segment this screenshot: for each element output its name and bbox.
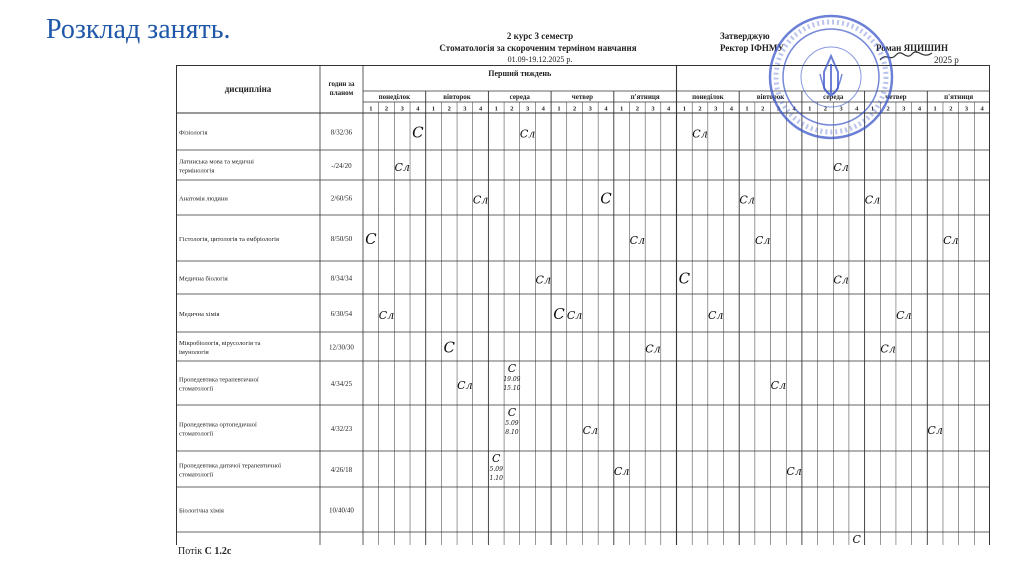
period-label: 3: [651, 105, 655, 113]
period-label: 2: [447, 105, 451, 113]
period-label: 4: [604, 105, 608, 113]
period-label: 4: [792, 105, 796, 113]
period-label: 3: [525, 105, 530, 113]
lesson-mark: 5.09: [505, 420, 519, 427]
course-title: 2 курс 3 семестр: [506, 31, 574, 41]
stream-code: С 1.2с: [204, 546, 232, 557]
hours-value: 8/32/36: [330, 128, 353, 137]
period-label: 2: [510, 105, 514, 113]
period-label: 2: [886, 105, 890, 113]
lesson-mark: Cл: [927, 424, 943, 437]
discipline-name: стоматології: [179, 471, 214, 479]
period-label: 2: [635, 105, 639, 113]
lesson-mark: Cл: [707, 309, 724, 322]
period-label: 1: [431, 105, 436, 113]
lesson-mark: C: [443, 338, 455, 357]
lesson-mark: Cл: [943, 234, 959, 247]
lesson-mark: Cл: [613, 465, 630, 478]
day-label: вівторок: [756, 93, 785, 101]
lesson-mark: Cл: [692, 127, 708, 141]
discipline-name: стоматології: [179, 385, 214, 393]
period-label: 3: [776, 105, 781, 113]
lesson-mark: 19.09: [503, 376, 521, 383]
period-label: 3: [902, 105, 906, 113]
rector-name: Роман ЯЦИШИН: [876, 43, 948, 53]
hours-value: 4/26/18: [330, 466, 353, 474]
discipline-name: термінологія: [179, 167, 215, 175]
lesson-mark: Cл: [770, 379, 787, 392]
week-label: Перший тиждень: [488, 69, 552, 78]
discipline-name: Фізіологія: [179, 129, 208, 137]
lesson-mark: C: [365, 230, 377, 248]
lesson-mark: C: [553, 305, 565, 323]
approve-label: Затверджую: [720, 31, 770, 41]
period-label: 4: [667, 105, 671, 113]
lesson-mark: C: [492, 452, 501, 465]
period-label: 1: [557, 105, 561, 113]
period-label: 4: [478, 105, 483, 113]
day-label: середа: [823, 93, 844, 101]
period-label: 1: [808, 105, 812, 113]
lesson-mark: Cл: [394, 161, 410, 174]
lesson-mark: C: [412, 123, 424, 142]
day-label: п'ятниця: [944, 93, 974, 101]
discipline-name: стоматології: [179, 430, 214, 438]
period-label: 4: [416, 105, 420, 113]
period-label: 3: [964, 105, 969, 113]
hours-value: 6/30/54: [330, 310, 353, 318]
program-title: Стоматологія за скороченим терміном навчання: [439, 43, 637, 53]
semester-dates: 01.09-19.12.2025 р.: [507, 55, 573, 64]
hours-value: -/24/20: [331, 162, 352, 170]
lesson-mark: Cл: [864, 193, 881, 207]
lesson-mark: 5.09: [489, 466, 503, 473]
lesson-mark: Cл: [833, 161, 849, 174]
lesson-mark: Cл: [457, 379, 473, 392]
period-label: 1: [870, 105, 875, 113]
discipline-name: Латинська мова та медичні: [179, 158, 254, 166]
rector-label: Ректор ІФНМУ: [720, 43, 784, 53]
lesson-mark: C: [507, 362, 517, 375]
discipline-name: Пропедевтика дитячої терапевтичної: [179, 462, 282, 470]
day-label: четвер: [885, 93, 907, 101]
hours-value: 10/40/40: [329, 506, 354, 515]
period-label: 2: [698, 105, 702, 113]
slide-title: Розклад занять.: [46, 14, 231, 45]
period-label: 4: [855, 105, 859, 113]
day-label: понеділок: [692, 93, 724, 101]
lesson-mark: Cл: [519, 127, 536, 141]
lesson-mark: Cл: [378, 309, 395, 322]
period-label: 4: [729, 105, 733, 113]
period-label: 2: [761, 105, 765, 113]
hours-header: годин за: [328, 80, 355, 88]
hours-value: 8/34/34: [330, 274, 353, 283]
period-label: 3: [400, 105, 404, 113]
approval-year: 2025 р: [934, 55, 959, 65]
lesson-mark: Cл: [739, 193, 755, 207]
hours-header: планом: [329, 89, 354, 97]
lesson-mark: C: [852, 533, 861, 545]
period-label: 1: [933, 105, 937, 113]
lesson-mark: Cл: [755, 234, 771, 247]
period-label: 2: [823, 105, 828, 113]
period-label: 1: [620, 105, 624, 113]
period-label: 2: [572, 105, 577, 113]
discipline-name: Пропедевтика ортопедичної: [179, 421, 257, 429]
hours-value: 8/50/50: [330, 235, 353, 243]
period-label: 2: [949, 105, 953, 113]
lesson-mark: Cл: [833, 273, 849, 287]
hours-value: 2/60/56: [330, 194, 353, 203]
lesson-mark: 8.10: [505, 429, 519, 436]
stream-label: Потік С 1.2с: [178, 546, 232, 557]
discipline-name: Гістологія, цитологія та ембріологія: [179, 236, 279, 243]
period-label: 1: [682, 105, 686, 113]
period-label: 1: [369, 105, 373, 113]
hours-value: 12/30/30: [329, 343, 354, 352]
discipline-name: Медична хімія: [179, 311, 220, 318]
period-label: 3: [588, 105, 592, 113]
period-label: 4: [980, 105, 984, 113]
discipline-name: Медична біологія: [179, 275, 228, 283]
hours-value: 4/34/25: [330, 380, 353, 388]
day-label: понеділок: [378, 93, 411, 101]
lesson-mark: C: [600, 189, 612, 208]
lesson-mark: 15.10: [503, 385, 521, 392]
day-label: вівторок: [443, 93, 471, 101]
period-label: 2: [384, 105, 389, 113]
day-label: п'ятниця: [630, 93, 660, 101]
lesson-mark: Cл: [566, 309, 583, 322]
lesson-mark: Cл: [582, 424, 598, 437]
day-label: четвер: [571, 93, 594, 101]
discipline-name: імунологія: [179, 349, 209, 356]
period-label: 4: [541, 105, 545, 113]
lesson-mark: Cл: [896, 309, 912, 322]
lesson-mark: Cл: [786, 465, 802, 478]
lesson-mark: Cл: [880, 342, 896, 356]
lesson-mark: 1.10: [489, 475, 503, 482]
lesson-mark: C: [507, 406, 517, 419]
lesson-mark: Cл: [629, 234, 646, 247]
period-label: 1: [494, 105, 498, 113]
period-label: 3: [714, 105, 718, 113]
discipline-name: Мікробіологія, вірусологія та: [179, 340, 261, 347]
lesson-mark: Cл: [472, 193, 489, 207]
lesson-mark: Cл: [535, 273, 551, 287]
discipline-name: Пропедевтика терапевтичної: [179, 376, 259, 384]
period-label: 3: [839, 105, 843, 113]
discipline-name: Анатомія людини: [179, 195, 228, 203]
day-label: середа: [509, 93, 530, 101]
period-label: 4: [917, 105, 922, 113]
lesson-mark: Cл: [645, 342, 661, 356]
period-label: 1: [745, 105, 749, 113]
lesson-mark: C: [678, 269, 691, 288]
period-label: 3: [463, 105, 467, 113]
discipline-header: дисципліна: [224, 84, 272, 94]
discipline-name: Біологічна хімія: [179, 507, 224, 515]
hours-value: 4/32/23: [330, 425, 353, 433]
official-seal-icon: [766, 12, 896, 142]
